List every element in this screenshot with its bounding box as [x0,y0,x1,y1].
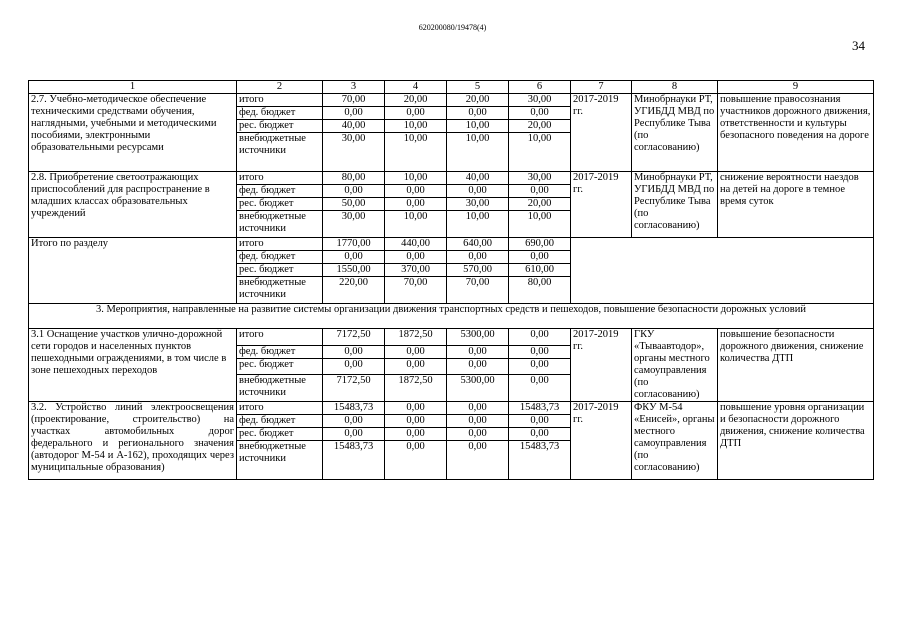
amount-cell: 0,00 [447,428,509,441]
amount-cell: 20,00 [447,94,509,107]
amount-cell: 40,00 [323,120,385,133]
amount-cell: 0,00 [447,402,509,415]
amount-cell: 0,00 [323,359,385,374]
amount-cell: 0,00 [447,359,509,374]
funding-source-label: рес. бюджет [237,359,323,374]
amount-cell: 0,00 [509,251,571,264]
measures-table [28,80,874,480]
table-row [29,329,874,346]
table-row [29,172,874,185]
amount-cell: 0,00 [447,415,509,428]
amount-cell: 370,00 [385,264,447,277]
amount-cell: 80,00 [509,277,571,304]
period-cell: 2017-2019 гг. [571,172,632,238]
amount-cell: 1550,00 [323,264,385,277]
column-header: 6 [509,81,571,94]
amount-cell: 7172,50 [323,374,385,401]
amount-cell: 10,00 [385,211,447,238]
funding-source-label: рес. бюджет [237,120,323,133]
period-cell: 2017-2019 гг. [571,402,632,480]
amount-cell: 0,00 [385,359,447,374]
amount-cell: 570,00 [447,264,509,277]
amount-cell: 15483,73 [323,441,385,480]
amount-cell: 0,00 [509,374,571,401]
amount-cell: 15483,73 [509,402,571,415]
amount-cell: 0,00 [385,415,447,428]
column-header: 7 [571,81,632,94]
amount-cell: 10,00 [509,133,571,172]
column-header: 1 [29,81,237,94]
amount-cell: 10,00 [509,211,571,238]
amount-cell: 5300,00 [447,329,509,346]
executor-cell: ГКУ «Тываавтодор», органы местного самоуправления (по согласованию) [632,329,718,402]
amount-cell: 0,00 [385,402,447,415]
table-row [29,402,874,415]
funding-source-label: рес. бюджет [237,264,323,277]
amount-cell: 0,00 [323,185,385,198]
amount-cell: 10,00 [385,133,447,172]
amount-cell: 0,00 [447,107,509,120]
column-header: 4 [385,81,447,94]
amount-cell: 70,00 [385,277,447,304]
column-header: 2 [237,81,323,94]
amount-cell: 690,00 [509,238,571,251]
amount-cell: 0,00 [509,428,571,441]
amount-cell: 0,00 [509,346,571,359]
amount-cell: 0,00 [323,251,385,264]
amount-cell: 80,00 [323,172,385,185]
amount-cell: 10,00 [447,120,509,133]
funding-source-label: внебюджетные источники [237,441,323,480]
section-row [29,304,874,329]
amount-cell: 30,00 [447,198,509,211]
amount-cell: 5300,00 [447,374,509,401]
result-cell: снижение вероятности наездов на детей на дороге в темное время суток [718,172,874,238]
amount-cell: 0,00 [385,185,447,198]
amount-cell: 70,00 [323,94,385,107]
executor-cell: Минобрнауки РТ, УГИБДД МВД по Республике Тыва (по согласованию) [632,172,718,238]
empty-cell [571,238,874,304]
header-row [29,81,874,94]
amount-cell: 30,00 [509,172,571,185]
amount-cell: 1872,50 [385,329,447,346]
funding-source-label: внебюджетные источники [237,277,323,304]
amount-cell: 0,00 [385,428,447,441]
amount-cell: 0,00 [385,441,447,480]
funding-source-label: рес. бюджет [237,198,323,211]
amount-cell: 0,00 [509,359,571,374]
amount-cell: 0,00 [447,251,509,264]
amount-cell: 0,00 [385,198,447,211]
amount-cell: 15483,73 [509,441,571,480]
amount-cell: 0,00 [447,185,509,198]
period-cell: 2017-2019 гг. [571,94,632,172]
result-cell: повышение безопасности дорожного движения, снижение количества ДТП [718,329,874,402]
funding-source-label: итого [237,238,323,251]
amount-cell: 30,00 [323,211,385,238]
amount-cell: 10,00 [385,120,447,133]
measure-title: 2.8. Приобретение светоотражающих приспособлений для распространение в младших классах образовательных учреждений [29,172,237,238]
funding-source-label: итого [237,172,323,185]
measure-title: 3.1 Оснащение участков улично-дорожной сети городов и населенных пунктов пешеходными ограждениями, в том числе в зоне пешеходных переходов [29,329,237,402]
table-row [29,94,874,107]
amount-cell: 0,00 [447,441,509,480]
funding-source-label: фед. бюджет [237,107,323,120]
measure-title: 2.7. Учебно-методическое обеспечение техническими средствами обучения, наглядными, учебными и методическими пособиями, электронными образовательными ресурсами [29,94,237,172]
amount-cell: 610,00 [509,264,571,277]
result-cell: повышение уровня организации и безопасности дорожного движения, снижение количества ДТП [718,402,874,480]
amount-cell: 0,00 [509,185,571,198]
funding-source-label: итого [237,402,323,415]
amount-cell: 10,00 [447,133,509,172]
column-header: 3 [323,81,385,94]
amount-cell: 15483,73 [323,402,385,415]
page-number: 34 [852,38,865,53]
period-cell: 2017-2019 гг. [571,329,632,402]
table-row [29,238,874,251]
measure-title: 3.2. Устройство линий электроосвещения (проектирование, строительство) на участках автомобильных дорог федерального и регионального значения (автодорог М-54 и А-162), проходящих через муниципальные образования) [29,402,237,480]
amount-cell: 20,00 [509,120,571,133]
funding-source-label: фед. бюджет [237,251,323,264]
executor-cell: Минобрнауки РТ, УГИБДД МВД по Республике Тыва (по согласованию) [632,94,718,172]
amount-cell: 0,00 [385,251,447,264]
column-header: 5 [447,81,509,94]
amount-cell: 10,00 [447,211,509,238]
column-header: 8 [632,81,718,94]
funding-source-label: внебюджетные источники [237,374,323,401]
amount-cell: 20,00 [385,94,447,107]
column-header: 9 [718,81,874,94]
section-title: 3. Мероприятия, направленные на развитие системы организации движения транспортных средств и пешеходов, повышение безопасности дорожных условий [29,304,874,329]
amount-cell: 640,00 [447,238,509,251]
amount-cell: 1770,00 [323,238,385,251]
funding-source-label: фед. бюджет [237,346,323,359]
amount-cell: 0,00 [323,428,385,441]
document-number: 620200080/19478(4) [418,23,487,32]
amount-cell: 0,00 [385,107,447,120]
funding-source-label: фед. бюджет [237,185,323,198]
amount-cell: 10,00 [385,172,447,185]
amount-cell: 0,00 [323,346,385,359]
measure-title: Итого по разделу [29,238,237,304]
amount-cell: 7172,50 [323,329,385,346]
amount-cell: 0,00 [323,415,385,428]
amount-cell: 40,00 [447,172,509,185]
result-cell: повышение правосознания участников дорожного движения, ответственности и культуры безопасного поведения на дороге [718,94,874,172]
funding-source-label: итого [237,329,323,346]
amount-cell: 0,00 [323,107,385,120]
amount-cell: 0,00 [385,346,447,359]
amount-cell: 50,00 [323,198,385,211]
amount-cell: 1872,50 [385,374,447,401]
amount-cell: 0,00 [509,329,571,346]
amount-cell: 220,00 [323,277,385,304]
funding-source-label: фед. бюджет [237,415,323,428]
funding-source-label: итого [237,94,323,107]
funding-source-label: внебюджетные источники [237,133,323,172]
funding-source-label: рес. бюджет [237,428,323,441]
amount-cell: 70,00 [447,277,509,304]
amount-cell: 0,00 [509,107,571,120]
amount-cell: 30,00 [509,94,571,107]
amount-cell: 440,00 [385,238,447,251]
amount-cell: 20,00 [509,198,571,211]
executor-cell: ФКУ М-54 «Енисей», органы местного самоуправления (по согласованию) [632,402,718,480]
amount-cell: 30,00 [323,133,385,172]
funding-source-label: внебюджетные источники [237,211,323,238]
amount-cell: 0,00 [447,346,509,359]
amount-cell: 0,00 [509,415,571,428]
